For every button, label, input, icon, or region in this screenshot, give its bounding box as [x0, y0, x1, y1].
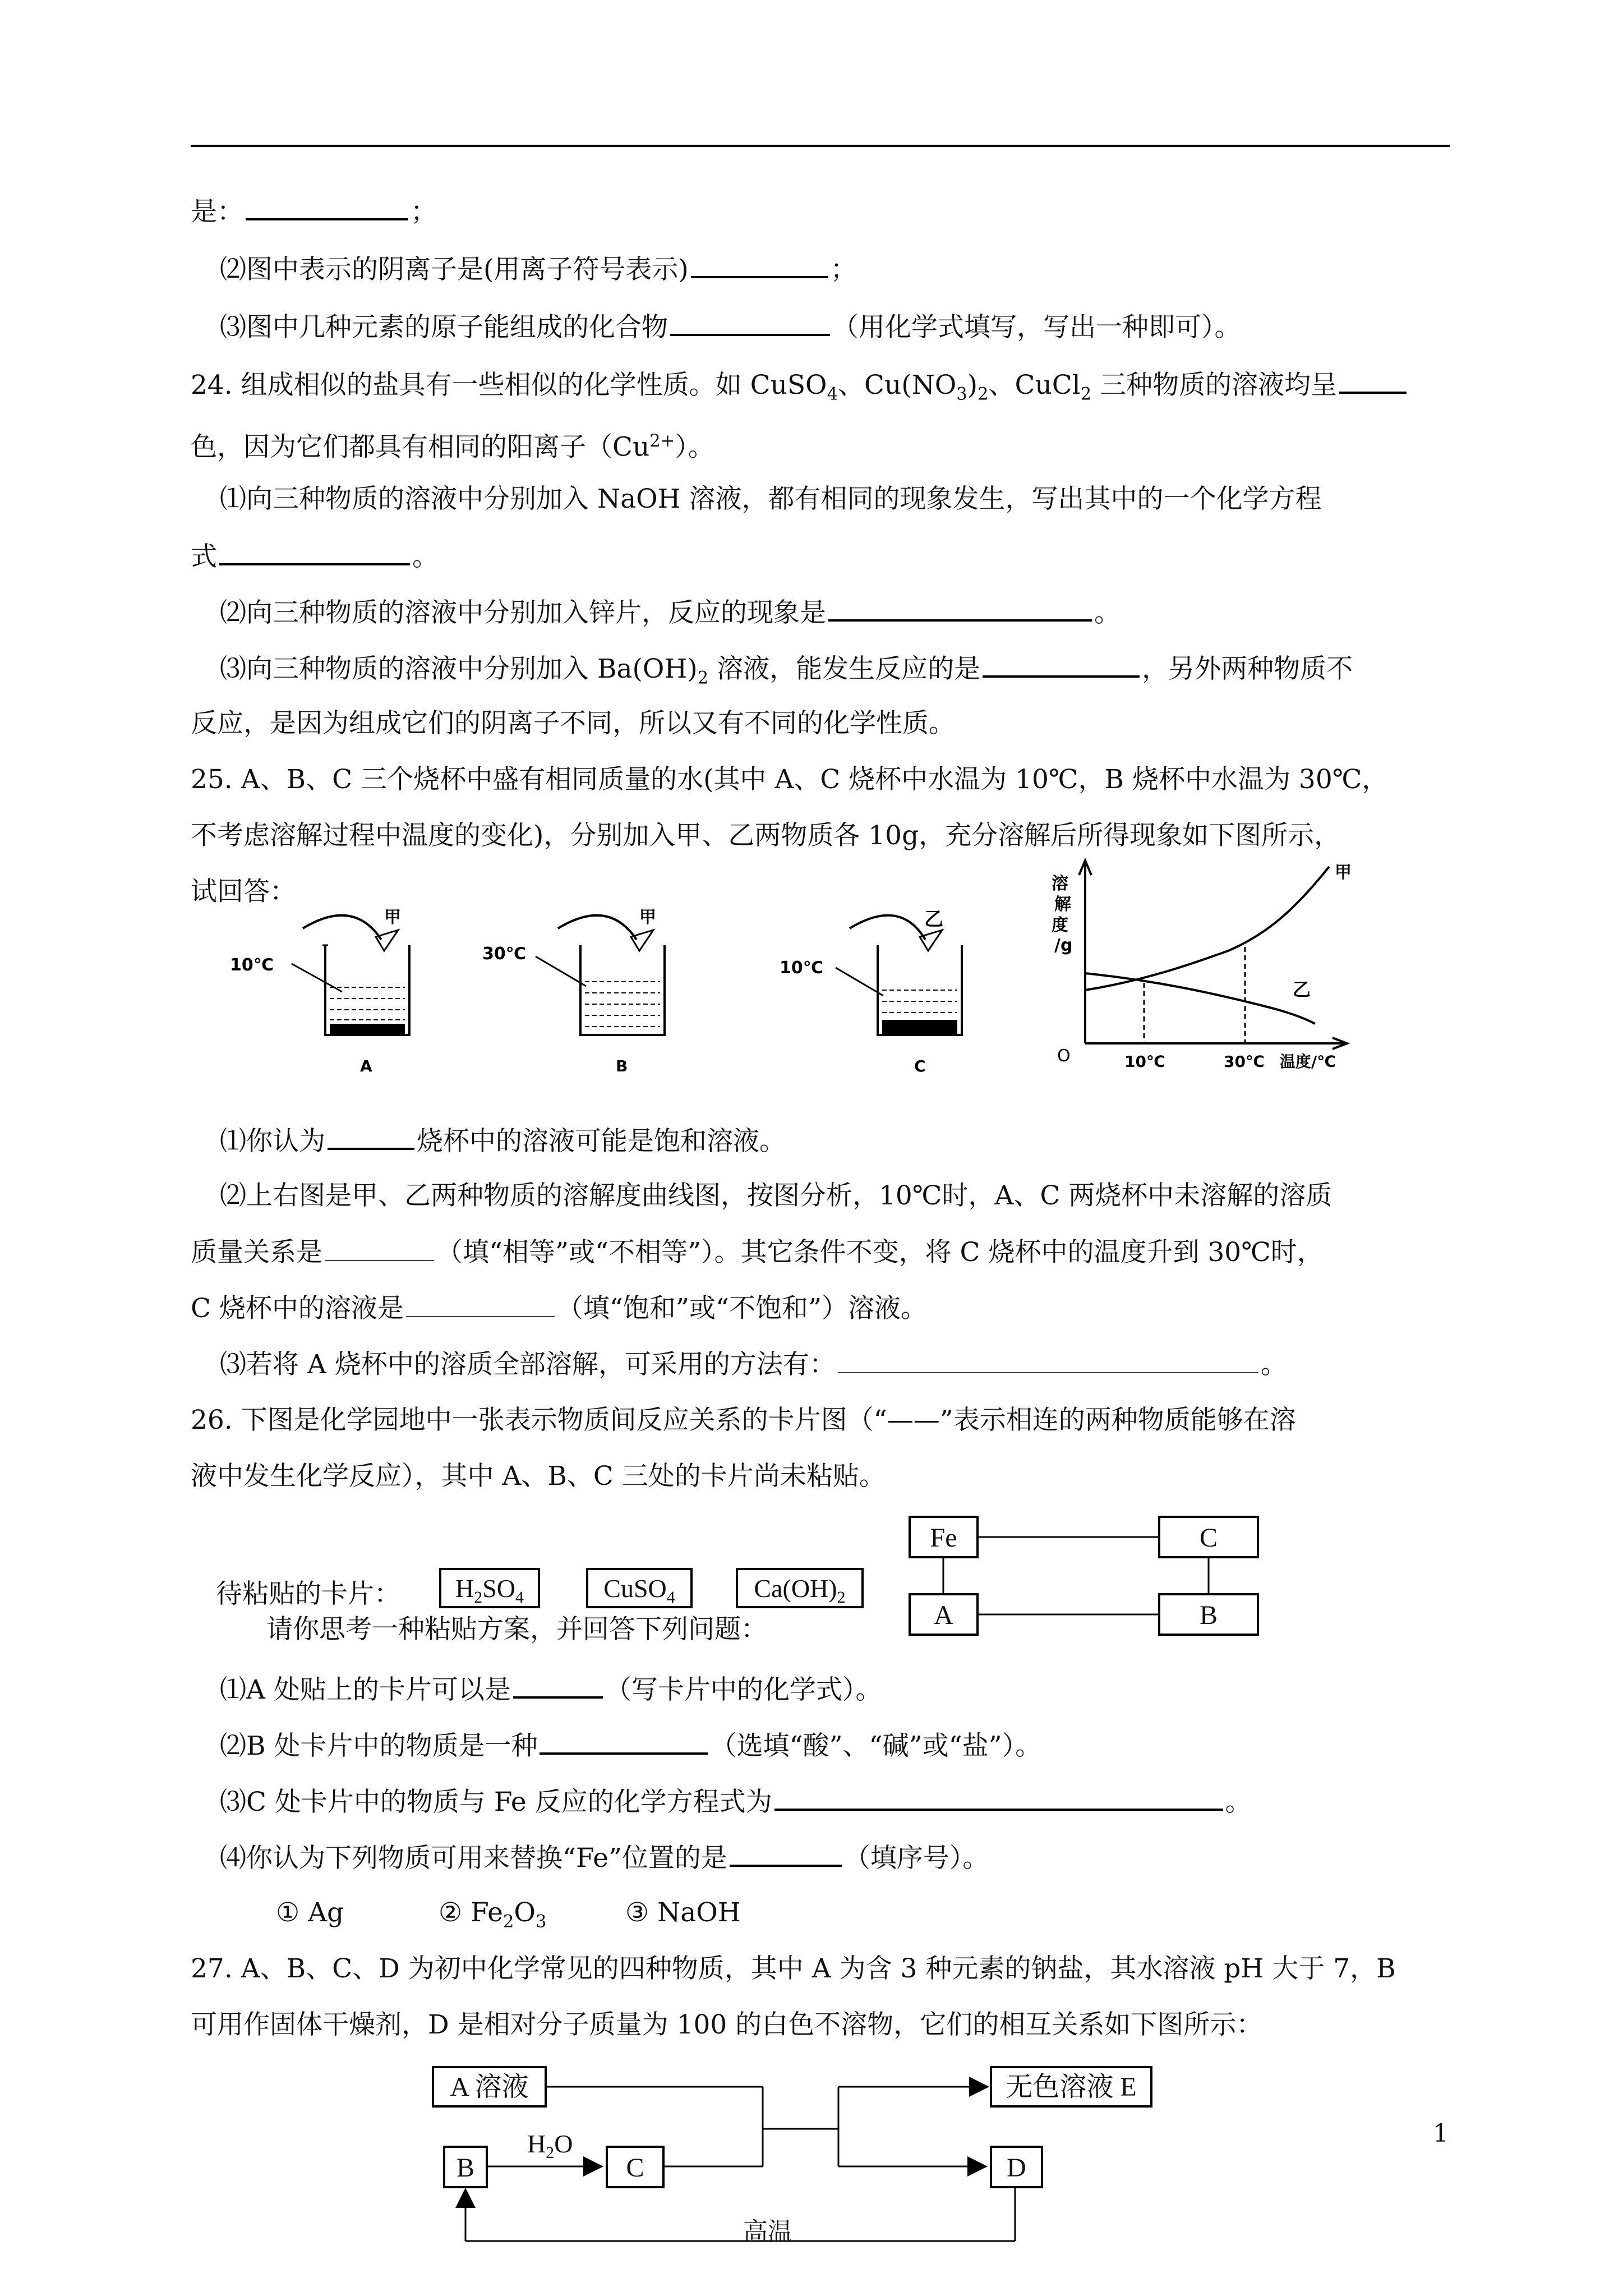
text-line: ⑵向三种物质的溶液中分别加入锌片，反应的现象是 。	[220, 595, 1121, 630]
answer-blank[interactable]	[513, 1672, 603, 1699]
answer-blank[interactable]	[540, 1728, 708, 1755]
header-rule	[191, 145, 1450, 147]
text-line: ⑶向三种物质的溶液中分别加入 $Ba(OH)_2$ 溶液，能发生反应的是 ，另外两种物质不	[220, 651, 1353, 695]
beaker-c	[780, 908, 962, 1075]
beaker-b-temp: 30℃	[482, 944, 527, 964]
origin-label: O	[1057, 1046, 1071, 1066]
text-line: ⑵图中表示的阴离子是(用离子符号表示) ；	[220, 251, 857, 287]
curve-jia-label: 甲	[1335, 863, 1352, 882]
question-25: 25. A、B、C 三个烧杯中盛有相同质量的水(其中 A、C 烧杯中水温为 10℃，B 烧杯中水温为 30℃，	[191, 764, 1389, 795]
page-number: 1	[1433, 2119, 1449, 2148]
answer-blank[interactable]	[219, 539, 410, 565]
high-temp-label: 高温	[743, 2217, 792, 2246]
text-line: C 烧杯中的溶液是 （填“饱和”或“不饱和”）溶液。	[191, 1291, 927, 1326]
answer-blank[interactable]	[838, 1347, 1258, 1373]
answer-blank[interactable]	[828, 595, 1092, 622]
node-e-solution: 无色溶液 E	[990, 2066, 1152, 2108]
curve-yi	[1085, 973, 1315, 1024]
text-line: 质量关系是 （填“相等”或“不相等”）。其它条件不变，将 C 烧杯中的温度升到 30℃时，	[191, 1235, 1324, 1269]
card-fe: Fe	[909, 1516, 979, 1558]
text-line: ⑶若将 A 烧杯中的溶质全部溶解，可采用的方法有： 。	[220, 1347, 1287, 1382]
text-line: 试回答：	[191, 876, 296, 907]
text-line: 液中发生化学反应），其中 A、B、C 三处的卡片尚未粘贴。	[191, 1461, 886, 1492]
option-2: ② $Fe_2O_3$	[439, 1897, 547, 1932]
text-line: ⑶C 处卡片中的物质与 Fe 反应的化学方程式为 。	[220, 1784, 1252, 1819]
node-d: D	[990, 2146, 1043, 2188]
text-line: ⑴向三种物质的溶液中分别加入 NaOH 溶液，都有相同的现象发生，写出其中的一个化学方程	[220, 484, 1322, 514]
curve-jia	[1085, 867, 1329, 990]
text-line: ⑷你认为下列物质可用来替换“Fe”位置的是 （填序号）。	[220, 1840, 989, 1875]
beaker-a	[230, 908, 409, 1075]
water-label: $H_2O$	[527, 2129, 573, 2162]
beaker-c-substance: 乙	[924, 908, 943, 931]
card-slot-a[interactable]: A	[909, 1593, 979, 1636]
beaker-a-temp: 10℃	[230, 955, 274, 975]
x-axis-label: 温度/℃	[1280, 1052, 1336, 1071]
answer-blank[interactable]	[730, 1840, 842, 1867]
flow-diagram	[432, 2064, 1228, 2266]
card-slot-c[interactable]: C	[1158, 1516, 1259, 1558]
y-label-2: 解	[1054, 895, 1071, 914]
answer-blank[interactable]	[691, 251, 828, 278]
beaker-a-label: A	[360, 1057, 372, 1075]
question-24: 24. 组成相似的盐具有一些相似的化学性质。如 CuSO$_4$、$Cu(NO_3)_2$、CuCl$_2$ 三种物质的溶液均呈	[191, 367, 1409, 411]
beaker-b-substance: 甲	[639, 908, 656, 927]
node-a-solution: A 溶液	[432, 2066, 547, 2108]
beaker-b-label: B	[616, 1057, 628, 1075]
solubility-graph	[1032, 853, 1368, 1088]
text-line: 可用作固体干燥剂，D 是相对分子质量为 100 的白色不溶物，它们的相互关系如下图所示：	[191, 2009, 1263, 2040]
text-line: ⑴你认为 烧杯中的溶液可能是饱和溶液。	[220, 1123, 786, 1158]
answer-blank[interactable]	[325, 1235, 434, 1261]
beaker-b	[482, 908, 665, 1075]
y-label-3: 度	[1052, 915, 1068, 935]
card-h2so4[interactable]: $H_2SO_4$	[439, 1568, 540, 1608]
text-line: ⑴A 处贴上的卡片可以是 （写卡片中的化学式）。	[220, 1672, 882, 1707]
cards-label: 待粘贴的卡片：	[216, 1579, 400, 1609]
text-line: 式 。	[191, 539, 439, 574]
beakers-figure	[213, 892, 1015, 1083]
text-line: 不考虑溶解过程中温度的变化)，分别加入甲、乙两物质各 10g，充分溶解后所得现象如下图所示，	[191, 820, 1341, 851]
x-tick-30: 30℃	[1224, 1052, 1265, 1071]
beaker-c-label: C	[914, 1057, 926, 1075]
answer-blank[interactable]	[328, 1123, 414, 1150]
text-line: ⑵上右图是甲、乙两种物质的溶解度曲线图，按图分析，10℃时，A、C 两烧杯中未溶解的溶质	[220, 1180, 1332, 1211]
answer-blank[interactable]	[406, 1291, 555, 1317]
option-3: ③ NaOH	[625, 1897, 741, 1928]
node-b: B	[443, 2146, 488, 2188]
option-1: ① Ag	[276, 1897, 344, 1928]
question-26: 26. 下图是化学园地中一张表示物质间反应关系的卡片图（“——”表示相连的两种物质能够在溶	[191, 1405, 1296, 1435]
x-tick-10: 10℃	[1124, 1052, 1165, 1071]
card-slot-b[interactable]: B	[1158, 1593, 1259, 1636]
card-cuso4[interactable]: CuSO$_4$	[586, 1568, 693, 1608]
answer-blank[interactable]	[670, 309, 830, 336]
text-line: 反应，是因为组成它们的阴离子不同，所以又有不同的化学性质。	[191, 708, 955, 739]
y-label-1: 溶	[1052, 874, 1068, 894]
text-line: ⑵B 处卡片中的物质是一种 （选填“酸”、“碱”或“盐”）。	[220, 1728, 1041, 1763]
text-line: 请你思考一种粘贴方案，并回答下列问题：	[266, 1614, 767, 1645]
answer-blank[interactable]	[1339, 367, 1407, 394]
answer-blank[interactable]	[983, 651, 1140, 678]
y-label-4: /g	[1054, 936, 1073, 955]
answer-blank[interactable]	[774, 1784, 1223, 1811]
card-relation-diagram	[909, 1515, 1267, 1649]
card-caoh2[interactable]: $Ca(OH)_2$	[736, 1568, 864, 1608]
beaker-a-substance: 甲	[384, 908, 401, 927]
node-c: C	[606, 2146, 665, 2188]
text-line: ⑶图中几种元素的原子能组成的化合物 （用化学式填写，写出一种即可）。	[220, 309, 1241, 344]
text-line: 色，因为它们都具有相同的阳离子$(Cu^{2+})$。	[191, 431, 714, 463]
text-line: 是： ；	[191, 194, 437, 229]
beaker-c-temp: 10℃	[780, 958, 824, 978]
answer-blank[interactable]	[246, 194, 408, 220]
question-27: 27. A、B、C、D 为初中化学常见的四种物质，其中 A 为含 3 种元素的钠盐，其水溶液 pH 大于 7，B	[191, 1953, 1396, 1984]
curve-yi-label: 乙	[1293, 979, 1311, 1000]
